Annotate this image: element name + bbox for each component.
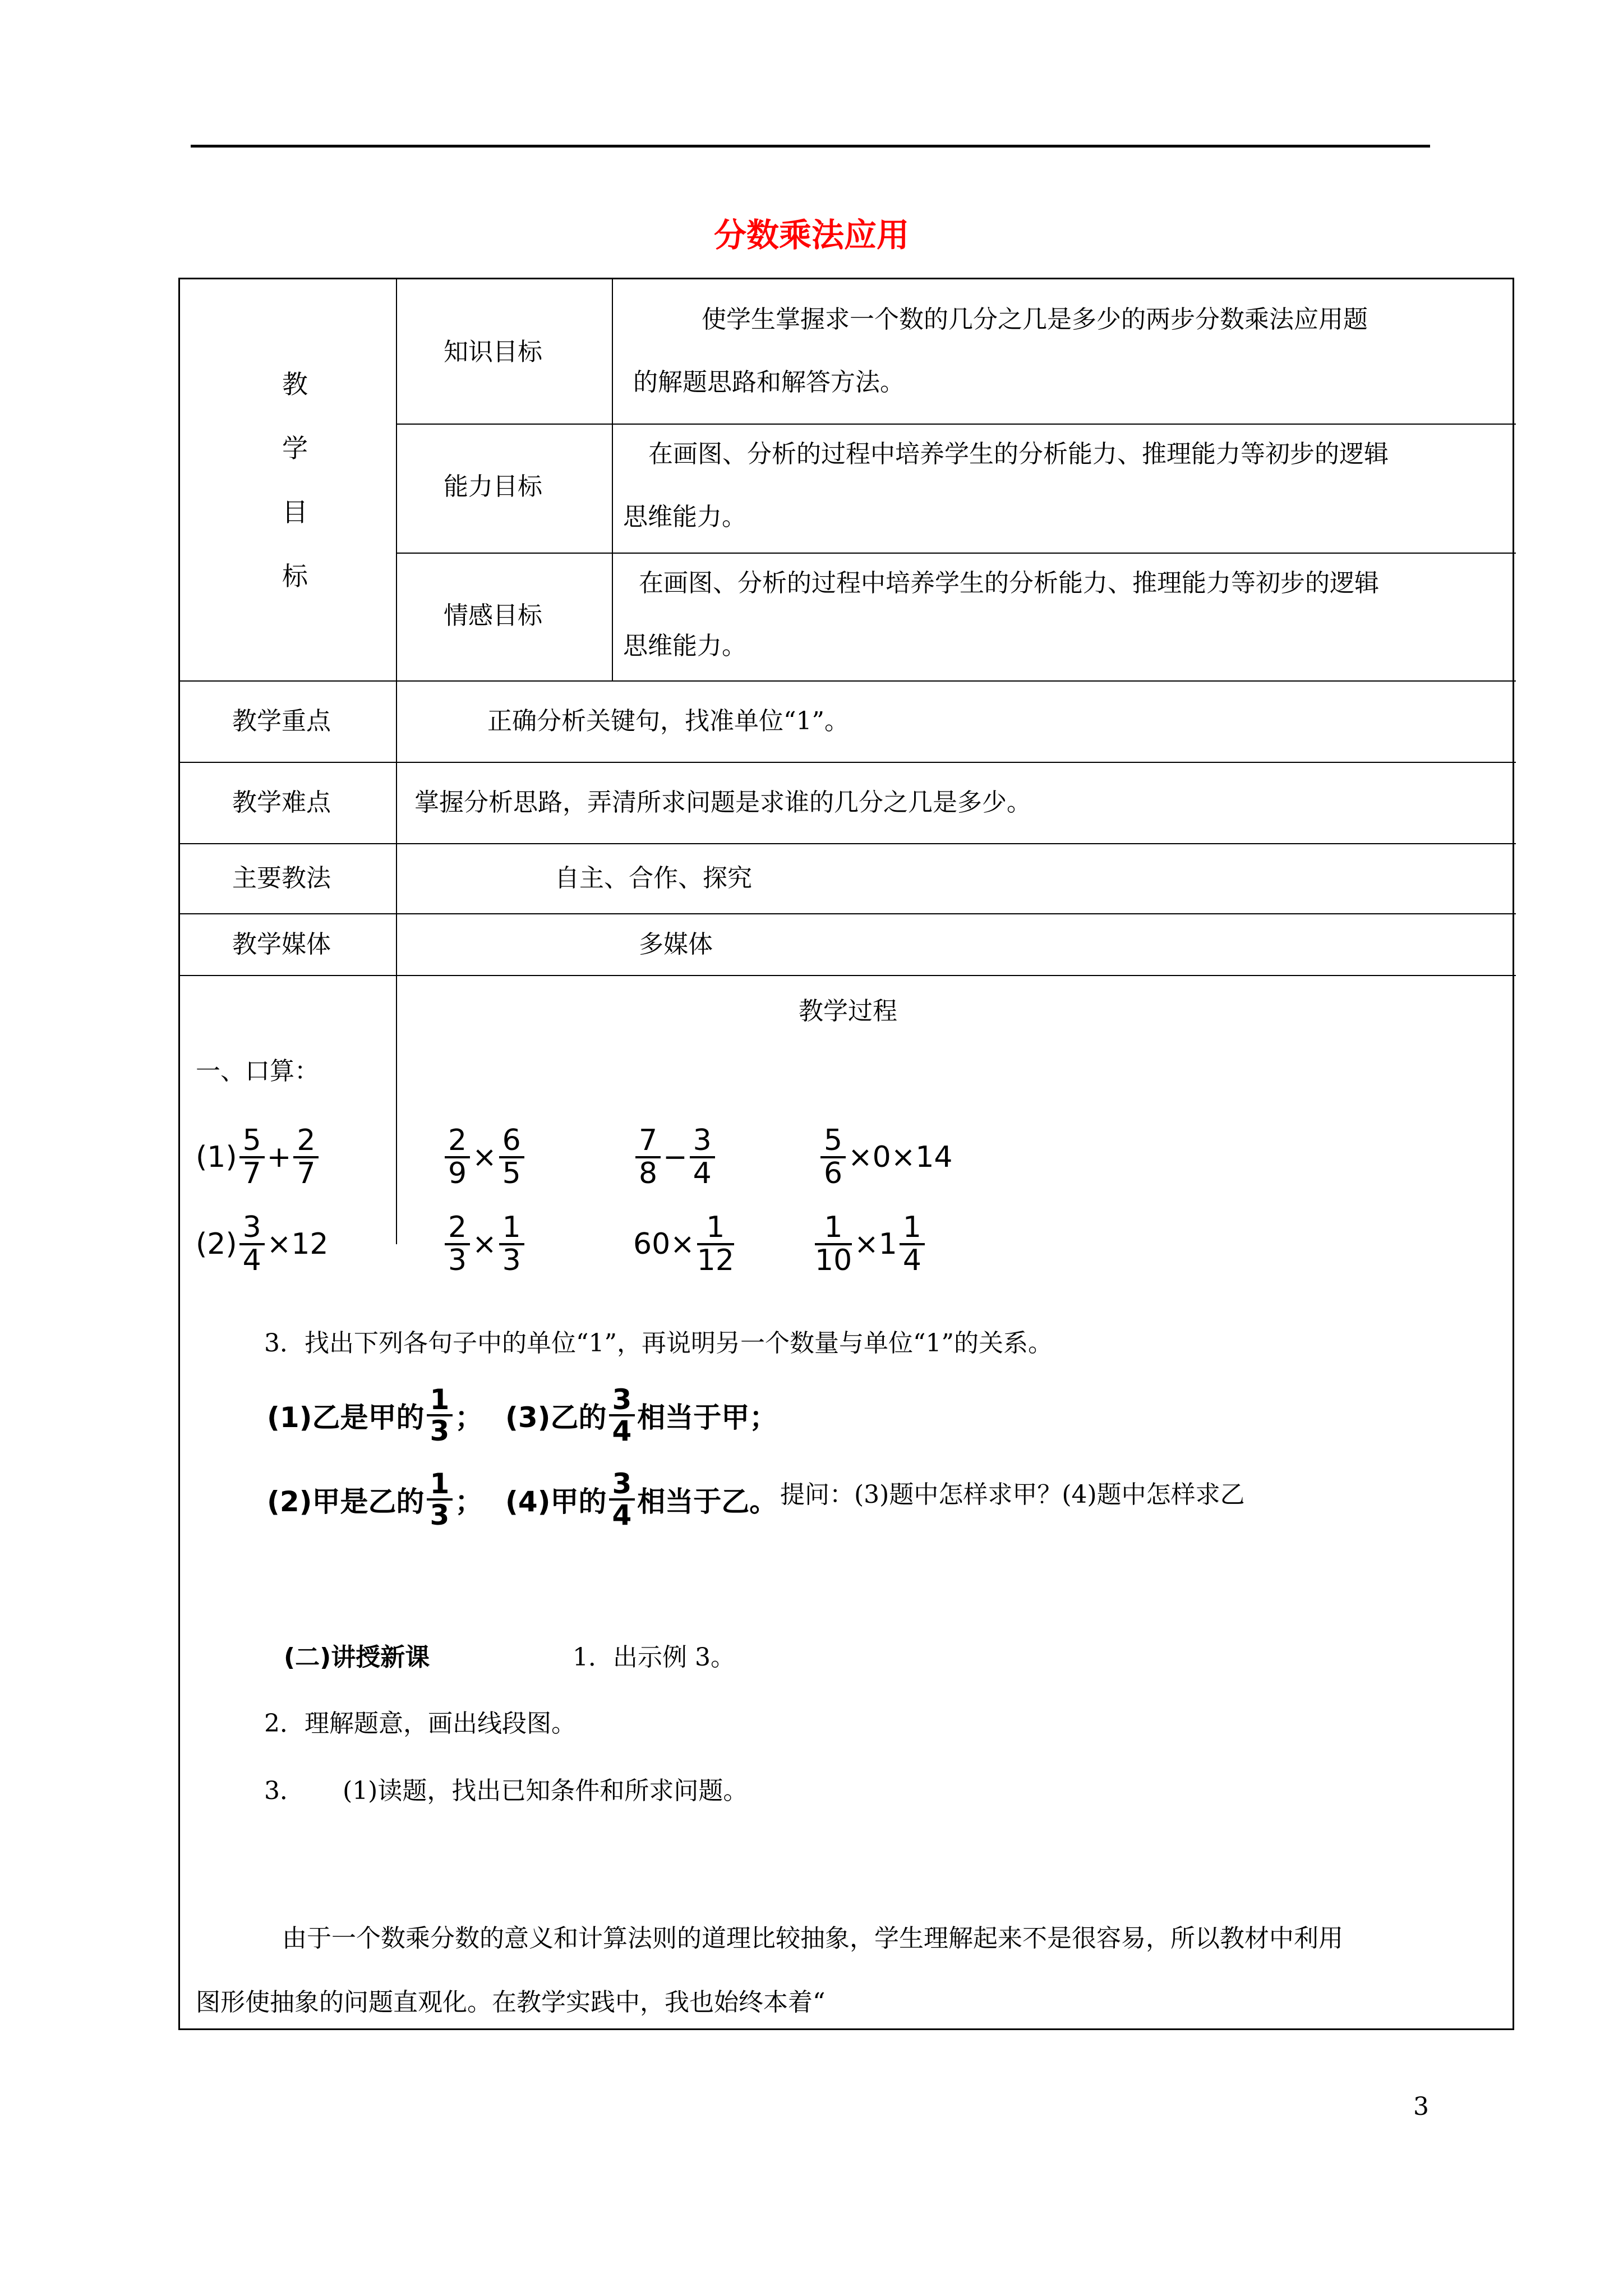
numerator: 2 <box>445 1125 470 1158</box>
statement-text: ； <box>455 1485 483 1518</box>
numerator: 1 <box>900 1212 925 1245</box>
step-1: 1．出示例 3。 <box>573 1643 735 1672</box>
fraction <box>239 1125 265 1189</box>
row-divider-3 <box>180 680 1516 682</box>
ability-goal-text-line2: 思维能力。 <box>623 503 746 531</box>
operator: × <box>472 1140 497 1174</box>
step-2: 2．理解题意，画出线段图。 <box>264 1709 576 1738</box>
exercise-2-2 <box>442 1212 527 1276</box>
ability-goal-label: 能力目标 <box>444 472 542 501</box>
denominator: 8 <box>639 1157 658 1190</box>
denominator: 9 <box>448 1157 467 1190</box>
exercise-1-1 <box>196 1125 321 1189</box>
statement-text: (1)乙是甲的 <box>267 1401 425 1434</box>
expression-tail: ×12 <box>266 1227 329 1261</box>
denominator: 3 <box>502 1244 521 1277</box>
objective-column-divider <box>612 279 613 680</box>
denominator: 3 <box>430 1415 450 1447</box>
oral-calc-title: 一、口算： <box>196 1057 319 1085</box>
row-prefix: (1) <box>196 1140 237 1174</box>
statement-text: 相当于乙。 <box>637 1485 778 1518</box>
difficulties-label: 教学难点 <box>232 788 331 817</box>
teaching-media-label: 教学媒体 <box>232 930 331 959</box>
denominator: 4 <box>612 1415 632 1447</box>
question-prompt: 提问：(3)题中怎样求甲？(4)题中怎样求乙 <box>780 1480 1245 1509</box>
objectives-label-char: 目 <box>282 497 308 527</box>
numerator: 2 <box>293 1125 319 1158</box>
fraction <box>445 1125 470 1189</box>
fraction <box>427 1385 453 1446</box>
row-divider-7 <box>180 975 1516 976</box>
emotion-goal-text-line1: 在画图、分析的过程中培养学生的分析能力、推理能力等初步的逻辑 <box>639 569 1379 597</box>
denominator: 5 <box>502 1157 521 1190</box>
row-divider-4 <box>180 762 1516 763</box>
denominator: 4 <box>242 1244 261 1277</box>
objectives-label-char: 教 <box>282 369 308 399</box>
denominator: 3 <box>430 1499 450 1531</box>
operator: + <box>266 1140 292 1174</box>
numerator: 5 <box>820 1125 846 1158</box>
fraction <box>609 1469 635 1530</box>
step-3-number: 3． <box>264 1777 305 1805</box>
statement-text: (4)甲的 <box>505 1485 607 1518</box>
fraction <box>445 1212 470 1276</box>
difficulties-value: 掌握分析思路，弄清所求问题是求谁的几分之几是多少。 <box>414 788 1031 817</box>
numerator: 3 <box>690 1125 715 1158</box>
numerator: 5 <box>239 1125 265 1158</box>
operator: × <box>472 1227 497 1261</box>
denominator: 6 <box>824 1157 843 1190</box>
denominator: 12 <box>697 1244 734 1277</box>
row-prefix: (2) <box>196 1227 237 1261</box>
exercise-2-4 <box>813 1212 927 1276</box>
denominator: 4 <box>902 1244 921 1277</box>
lesson-plan-table <box>178 278 1514 2030</box>
denominator: 4 <box>612 1499 632 1531</box>
document-title: 分数乘法应用 <box>713 216 909 254</box>
exercise-1-4 <box>818 1125 953 1189</box>
header-rule <box>191 145 1430 148</box>
statement-4 <box>505 1463 777 1536</box>
page-number: 3 <box>1413 2092 1429 2121</box>
operator: − <box>663 1140 688 1174</box>
denominator: 10 <box>815 1244 852 1277</box>
reflection-line-2: 图形使抽象的问题直观化。在教学实践中，我也始终本着“ <box>196 1988 826 2017</box>
process-heading: 教学过程 <box>799 997 897 1025</box>
fraction <box>293 1125 319 1189</box>
denominator: 7 <box>242 1157 261 1190</box>
numerator: 1 <box>427 1469 453 1501</box>
exercise-2-3 <box>633 1212 736 1276</box>
row-divider-1 <box>396 424 1516 425</box>
numerator: 3 <box>609 1469 635 1501</box>
objectives-label-char: 学 <box>282 433 308 463</box>
numerator: 2 <box>445 1212 470 1245</box>
fraction <box>609 1385 635 1446</box>
numerator: 1 <box>697 1212 734 1245</box>
exercise-row-2 <box>196 1208 1037 1281</box>
numerator: 6 <box>499 1125 524 1158</box>
knowledge-goal-text-line1: 使学生掌握求一个数的几分之几是多少的两步分数乘法应用题 <box>702 305 1368 334</box>
fraction <box>499 1212 524 1276</box>
row-divider-6 <box>180 913 1516 914</box>
objectives-vertical-label <box>259 352 331 608</box>
key-points-label: 教学重点 <box>232 707 331 735</box>
exercise-1-2 <box>442 1125 527 1189</box>
fraction <box>820 1125 846 1189</box>
numerator: 3 <box>609 1385 635 1417</box>
reflection-line-1: 由于一个数乘分数的意义和计算法则的道理比较抽象，学生理解起来不是很容易，所以教材中利用 <box>282 1924 1343 1953</box>
knowledge-goal-text-line2: 的解题思路和解答方法。 <box>633 368 905 397</box>
statement-text: (2)甲是乙的 <box>267 1485 425 1518</box>
exercise-2-1 <box>196 1212 329 1276</box>
statement-2 <box>267 1463 483 1536</box>
denominator: 7 <box>297 1157 316 1190</box>
teaching-method-value: 自主、合作、探究 <box>555 864 752 892</box>
new-lesson-heading: (二)讲授新课 <box>284 1643 430 1672</box>
fraction <box>635 1125 661 1189</box>
numerator: 3 <box>239 1212 265 1245</box>
expression-tail: ×0×14 <box>848 1140 953 1174</box>
fraction <box>499 1125 524 1189</box>
ability-goal-text-line1: 在画图、分析的过程中培养学生的分析能力、推理能力等初步的逻辑 <box>648 440 1389 468</box>
numerator: 1 <box>427 1385 453 1417</box>
fraction <box>697 1212 734 1276</box>
statement-text: 相当于甲； <box>637 1401 778 1434</box>
statement-text: ； <box>455 1401 483 1434</box>
statement-text: (3)乙的 <box>505 1401 607 1434</box>
fraction <box>239 1212 265 1276</box>
emotion-goal-label: 情感目标 <box>444 601 542 630</box>
row-divider-5 <box>180 843 1516 844</box>
step-3-text: (1)读题，找出已知条件和所求问题。 <box>343 1777 748 1805</box>
numerator: 1 <box>815 1212 852 1245</box>
denominator: 3 <box>448 1244 467 1277</box>
numerator: 1 <box>499 1212 524 1245</box>
objectives-label-char: 标 <box>282 561 308 591</box>
row-divider-2 <box>396 553 1516 554</box>
item-3-instruction: 3．找出下列各句子中的单位“1”，再说明另一个数量与单位“1”的关系。 <box>264 1329 1053 1358</box>
statement-3 <box>505 1379 777 1452</box>
denominator: 4 <box>693 1157 712 1190</box>
teaching-method-label: 主要教法 <box>232 864 331 892</box>
fraction <box>690 1125 715 1189</box>
expression-lead: 60× <box>633 1227 695 1261</box>
fraction <box>427 1469 453 1530</box>
emotion-goal-text-line2: 思维能力。 <box>623 632 746 660</box>
operator: ×1 <box>854 1227 897 1261</box>
fraction <box>900 1212 925 1276</box>
exercise-1-3 <box>633 1125 717 1189</box>
numerator: 7 <box>635 1125 661 1158</box>
statement-1 <box>267 1379 483 1452</box>
teaching-media-value: 多媒体 <box>639 930 713 959</box>
fraction <box>815 1212 852 1276</box>
exercise-row-1 <box>196 1121 1037 1194</box>
knowledge-goal-label: 知识目标 <box>444 338 542 366</box>
key-points-value: 正确分析关键句，找准单位“1”。 <box>487 707 849 735</box>
